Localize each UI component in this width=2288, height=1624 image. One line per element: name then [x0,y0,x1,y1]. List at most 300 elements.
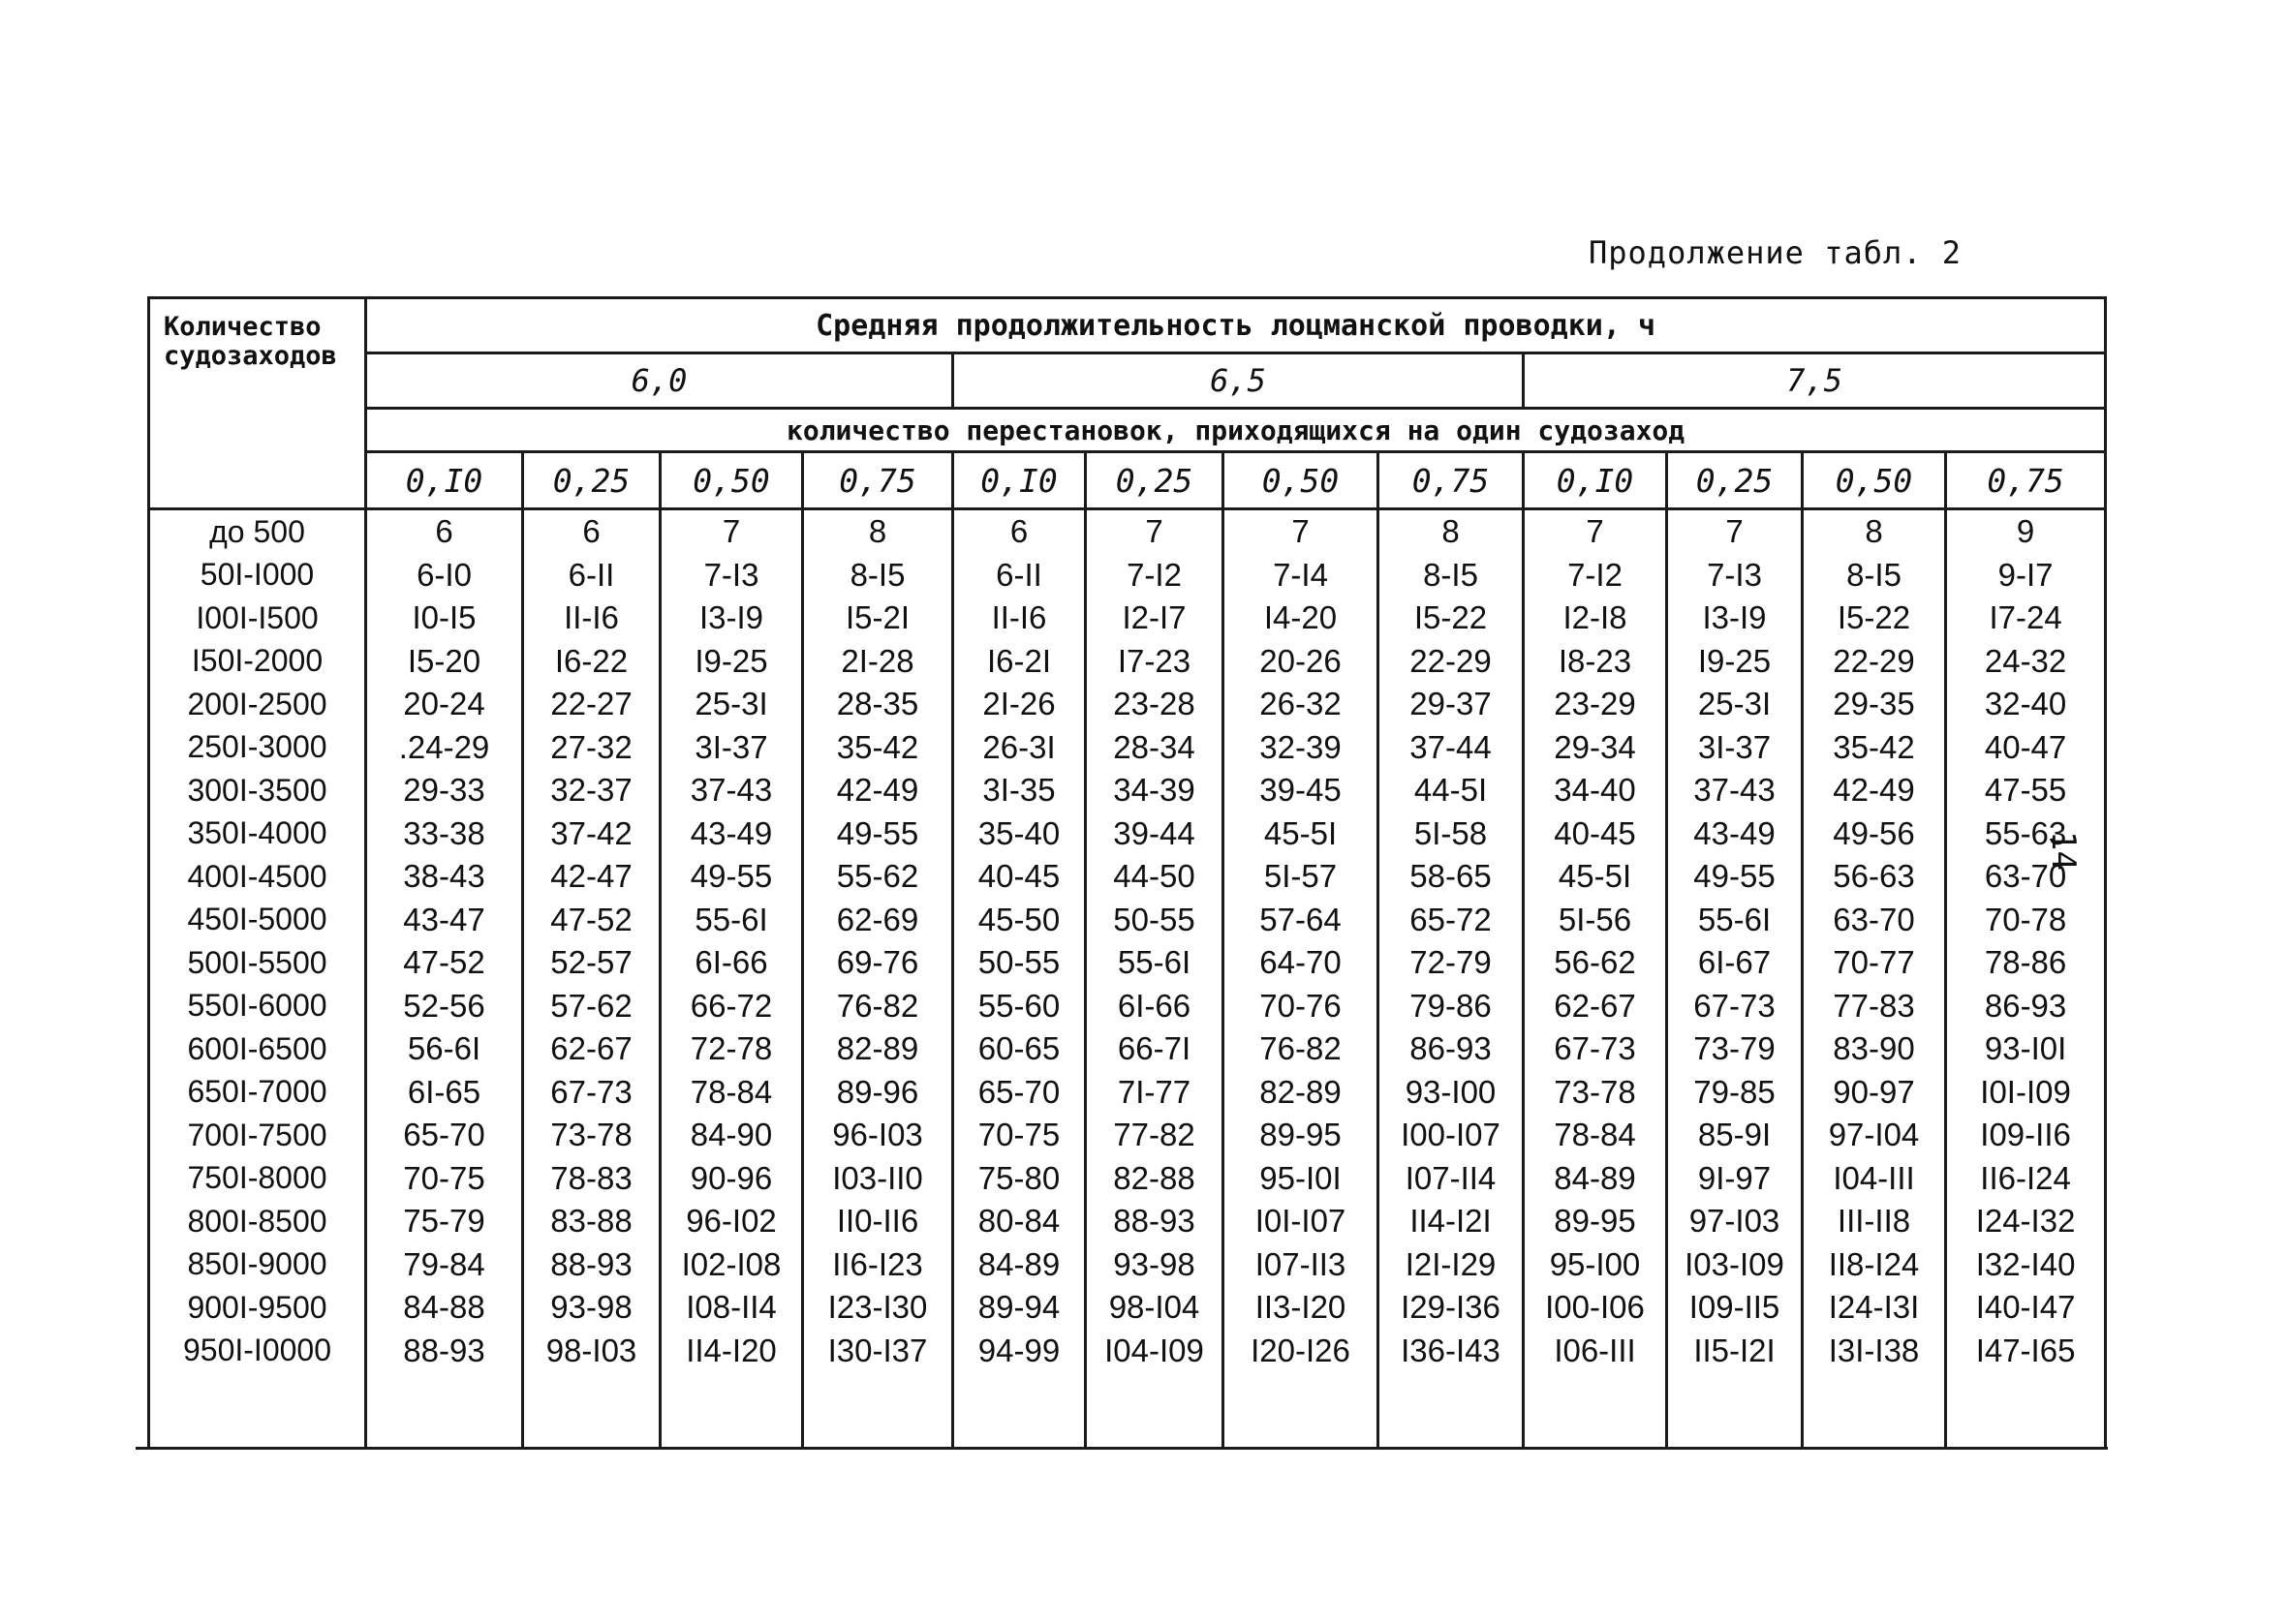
table-row [149,812,2106,856]
table-cell: 8 [803,509,953,554]
table-cell: 32-40 [1946,683,2106,726]
ratio-header-cell: 0,25 [1086,452,1223,509]
table-cell: 79-86 [1378,985,1524,1028]
table-cell: 55-6I [1086,941,1223,985]
table-cell: 22-29 [1378,640,1524,684]
table-cell: 96-I02 [661,1200,803,1243]
table-row [149,1157,2106,1201]
table-cell: 35-40 [953,812,1086,856]
table-cell: 65-72 [1378,899,1524,942]
table-cell: III-II8 [1803,1200,1946,1243]
ratio-header-cell: 0,75 [1378,452,1524,509]
row-label: 200I-2500 [149,683,366,726]
table-cell: 84-89 [1524,1157,1667,1201]
table-cell: 23-29 [1524,683,1667,726]
table-cell: 9-I7 [1946,554,2106,598]
table-cell: 25-3I [661,683,803,726]
table-cell: 3I-35 [953,769,1086,812]
table-row [149,941,2106,985]
table-cell: 55-62 [803,855,953,899]
ratio-header-cell: 0,I0 [366,452,523,509]
table-cell: 40-47 [1946,726,2106,770]
table-cell: 43-49 [1667,812,1803,856]
table-cell: 35-42 [803,726,953,770]
table-cell: 72-78 [661,1027,803,1071]
table-cell: 26-32 [1223,683,1378,726]
table-cell: 22-27 [523,683,661,726]
table-cell: 43-49 [661,812,803,856]
table-cell: 86-93 [1378,1027,1524,1071]
table-row [149,1286,2106,1330]
table-row [149,1027,2106,1071]
ratio-header-cell: 0,50 [661,452,803,509]
table-cell: 83-88 [523,1200,661,1243]
table-cell: 56-62 [1524,941,1667,985]
table-cell: 80-84 [953,1200,1086,1243]
table-cell: 82-88 [1086,1157,1223,1201]
table-cell: 70-75 [366,1157,523,1201]
table-cell: I3-I9 [661,597,803,640]
table-cell: I0I-I07 [1223,1200,1378,1243]
table-cell: 43-47 [366,899,523,942]
table-cell: 83-90 [1803,1027,1946,1071]
table-cell: 2I-26 [953,683,1086,726]
table-cell: I5-22 [1803,597,1946,640]
table-cell: 75-80 [953,1157,1086,1201]
table-row [149,769,2106,812]
filler-cell [953,1372,1086,1449]
table-row [149,1200,2106,1243]
filler-cell [523,1372,661,1449]
row-label: 950I-I0000 [149,1330,366,1373]
table-cell: 84-89 [953,1243,1086,1287]
table-cell: I00-I06 [1524,1286,1667,1330]
sub-header-cell: количество перестановок, приходящихся на один судозаход [366,409,2106,452]
table-cell: 66-72 [661,985,803,1028]
table-cell: 6I-66 [661,941,803,985]
row-label: 750I-8000 [149,1157,366,1201]
duration-header-row [149,353,2106,409]
table-cell: 62-67 [523,1027,661,1071]
table-cell: II3-I20 [1223,1286,1378,1330]
table-cell: I02-I08 [661,1243,803,1287]
table-cell: 7-I3 [661,554,803,598]
table-cell: 40-45 [953,855,1086,899]
table-cell: I7-24 [1946,597,2106,640]
table-cell: 49-56 [1803,812,1946,856]
table-cell: 49-55 [1667,855,1803,899]
table-cell: 82-89 [803,1027,953,1071]
filler-cell [661,1372,803,1449]
table-cell: 47-55 [1946,769,2106,812]
table-cell: 77-82 [1086,1114,1223,1157]
table-cell: 7 [661,509,803,554]
table-cell: 47-52 [523,899,661,942]
table-cell: 29-35 [1803,683,1946,726]
table-cell: II8-I24 [1803,1243,1946,1287]
table-cell: I6-22 [523,640,661,684]
table-cell: 93-I00 [1378,1071,1524,1115]
table-cell: 69-76 [803,941,953,985]
table-cell: I29-I36 [1378,1286,1524,1330]
table-cell: 6 [366,509,523,554]
row-label: 900I-9500 [149,1286,366,1330]
table-cell: 72-79 [1378,941,1524,985]
table-cell: I7-23 [1086,640,1223,684]
table-cell: 73-79 [1667,1027,1803,1071]
row-label: 500I-5500 [149,941,366,985]
table-row [149,985,2106,1028]
table-cell: 6 [523,509,661,554]
table-cell: 37-43 [1667,769,1803,812]
table-cell: 88-93 [523,1243,661,1287]
table-row [149,597,2106,640]
ratio-header-cell: 0,75 [803,452,953,509]
table-cell: 89-95 [1223,1114,1378,1157]
table-cell: 8-I5 [1378,554,1524,598]
table-cell: 73-78 [1524,1071,1667,1115]
table-cell: II6-I23 [803,1243,953,1287]
table-cell: 29-34 [1524,726,1667,770]
table-cell: 70-75 [953,1114,1086,1157]
table-cell: 90-97 [1803,1071,1946,1115]
row-label: 300I-3500 [149,769,366,812]
table-cell: 49-55 [661,855,803,899]
table-cell: II-I6 [523,597,661,640]
table-cell: 75-79 [366,1200,523,1243]
table-cell: 7 [1667,509,1803,554]
table-cell: 50-55 [1086,899,1223,942]
table-cell: 24-32 [1946,640,2106,684]
table-cell: 42-49 [803,769,953,812]
table-cell: 45-5I [1223,812,1378,856]
table-cell: 70-77 [1803,941,1946,985]
table-cell: 57-64 [1223,899,1378,942]
table-cell: 57-62 [523,985,661,1028]
table-cell: I5-20 [366,640,523,684]
table-cell: 33-38 [366,812,523,856]
table-cell: 84-88 [366,1286,523,1330]
table-cell: I4-20 [1223,597,1378,640]
table-cell: 50-55 [953,941,1086,985]
table-cell: 96-I03 [803,1114,953,1157]
table-cell: 94-99 [953,1330,1086,1373]
duration-header-cell: 7,5 [1524,353,2106,409]
table-cell: 37-43 [661,769,803,812]
table-cell: 97-I04 [1803,1114,1946,1157]
table-cell: .24-29 [366,726,523,770]
table-cell: 7-I4 [1223,554,1378,598]
table-cell: 98-I04 [1086,1286,1223,1330]
table-cell: 55-6I [1667,899,1803,942]
table-cell: 44-50 [1086,855,1223,899]
table-cell: 5I-58 [1378,812,1524,856]
row-label: I00I-I500 [149,597,366,640]
table-cell: I04-I09 [1086,1330,1223,1373]
row-header-cell: Количество судозаходов [149,298,366,509]
ratio-header-cell: 0,75 [1946,452,2106,509]
table-cell: 29-33 [366,769,523,812]
row-label: 50I-I000 [149,554,366,598]
table-cell: 93-I0I [1946,1027,2106,1071]
table-row [149,509,2106,554]
table-cell: 84-90 [661,1114,803,1157]
table-cell: II5-I2I [1667,1330,1803,1373]
table-cell: 8 [1803,509,1946,554]
table-cell: I5-22 [1378,597,1524,640]
table-cell: 98-I03 [523,1330,661,1373]
table-cell: 85-9I [1667,1114,1803,1157]
row-label: 600I-6500 [149,1027,366,1071]
table-cell: 76-82 [803,985,953,1028]
table-cell: 42-49 [1803,769,1946,812]
table-cell: II-I6 [953,597,1086,640]
table-cell: I3I-I38 [1803,1330,1946,1373]
table-cell: 78-84 [1524,1114,1667,1157]
table-cell: 78-83 [523,1157,661,1201]
table-cell: I09-II6 [1946,1114,2106,1157]
filler-cell [1667,1372,1803,1449]
table-cell: 8-I5 [803,554,953,598]
table-cell: 62-69 [803,899,953,942]
table-row [149,899,2106,942]
table-row [149,640,2106,684]
table-cell: 26-3I [953,726,1086,770]
table-cell: 95-I00 [1524,1243,1667,1287]
table-cell: 8 [1378,509,1524,554]
table-cell: 45-5I [1524,855,1667,899]
table-cell: 65-70 [953,1071,1086,1115]
table-row [149,683,2106,726]
table-cell: 88-93 [366,1330,523,1373]
table-cell: 86-93 [1946,985,2106,1028]
table-cell: 22-29 [1803,640,1946,684]
table-cell: 76-82 [1223,1027,1378,1071]
table-cell: I23-I30 [803,1286,953,1330]
table-cell: I9-25 [1667,640,1803,684]
row-label: 400I-4500 [149,855,366,899]
table-cell: I00-I07 [1378,1114,1524,1157]
row-label: 850I-9000 [149,1243,366,1287]
table-cell: 7-I2 [1086,554,1223,598]
table-cell: 67-73 [1667,985,1803,1028]
table-cell: 89-96 [803,1071,953,1115]
table-row [149,554,2106,598]
table-cell: 7 [1223,509,1378,554]
table-cell: I0I-I09 [1946,1071,2106,1115]
table-cell: 6I-67 [1667,941,1803,985]
table-cell: 73-78 [523,1114,661,1157]
table-cell: 7I-77 [1086,1071,1223,1115]
table-cell: 79-84 [366,1243,523,1287]
table-cell: 62-67 [1524,985,1667,1028]
table-cell: 89-95 [1524,1200,1667,1243]
table-cell: I6-2I [953,640,1086,684]
table-cell: I03-II0 [803,1157,953,1201]
table-cell: 6-II [953,554,1086,598]
table-cell: 29-37 [1378,683,1524,726]
table-cell: 55-63 [1946,812,2106,856]
table-cell: 20-24 [366,683,523,726]
row-label: 350I-4000 [149,812,366,856]
table-cell: 6-I0 [366,554,523,598]
table-cell: I24-I32 [1946,1200,2106,1243]
table-cell: 44-5I [1378,769,1524,812]
row-label: 800I-8500 [149,1200,366,1243]
table-cell: I2I-I29 [1378,1243,1524,1287]
table-cell: 32-39 [1223,726,1378,770]
table-cell: 37-44 [1378,726,1524,770]
table-cell: I0-I5 [366,597,523,640]
row-label: 450I-5000 [149,899,366,942]
table-cell: 6 [953,509,1086,554]
table-cell: I40-I47 [1946,1286,2106,1330]
page-number: 14 [2044,831,2083,871]
table-cell: I3-I9 [1667,597,1803,640]
table-cell: I08-II4 [661,1286,803,1330]
table-cell: 45-50 [953,899,1086,942]
table-cell: 34-39 [1086,769,1223,812]
table-cell: 95-I0I [1223,1157,1378,1201]
table-cell: 38-43 [366,855,523,899]
table-continuation-caption: Продолжение табл. 2 [1589,234,1963,271]
table-row [149,1071,2106,1115]
table-cell: 64-70 [1223,941,1378,985]
table-row [149,1114,2106,1157]
filler-cell [1223,1372,1378,1449]
table-cell: I20-I26 [1223,1330,1378,1373]
table-cell: 67-73 [1524,1027,1667,1071]
table-cell: 39-45 [1223,769,1378,812]
table-cell: II6-I24 [1946,1157,2106,1201]
table-cell: 70-76 [1223,985,1378,1028]
row-label: 550I-6000 [149,985,366,1028]
table-cell: 93-98 [1086,1243,1223,1287]
table-cell: I09-II5 [1667,1286,1803,1330]
table-cell: 93-98 [523,1286,661,1330]
table-cell: I36-I43 [1378,1330,1524,1373]
table-cell: 42-47 [523,855,661,899]
table-cell: I8-23 [1524,640,1667,684]
table-cell: I03-I09 [1667,1243,1803,1287]
ratio-header-row [149,452,2106,509]
table-cell: 7-I3 [1667,554,1803,598]
ratio-header-cell: 0,50 [1223,452,1378,509]
table-cell: I04-III [1803,1157,1946,1201]
table-cell: I06-III [1524,1330,1667,1373]
row-label: 650I-7000 [149,1071,366,1115]
data-table [147,296,2107,1449]
table-header [149,298,2106,509]
filler-cell [1378,1372,1524,1449]
table-cell: 3I-37 [661,726,803,770]
table-cell: 39-44 [1086,812,1223,856]
table-cell: 7-I2 [1524,554,1667,598]
table-cell: 56-6I [366,1027,523,1071]
row-label: I50I-2000 [149,640,366,684]
table-cell: 55-6I [661,899,803,942]
table-cell: II0-II6 [803,1200,953,1243]
filler-cell [803,1372,953,1449]
table-cell: 49-55 [803,812,953,856]
table-cell: I30-I37 [803,1330,953,1373]
table-cell: 60-65 [953,1027,1086,1071]
table-cell: 9 [1946,509,2106,554]
duration-header-cell: 6,0 [366,353,953,409]
table-cell: 34-40 [1524,769,1667,812]
table-cell: 2I-28 [803,640,953,684]
table-cell: I07-II3 [1223,1243,1378,1287]
table-cell: 63-70 [1946,855,2106,899]
table-body [149,509,2106,1450]
table-cell: 52-56 [366,985,523,1028]
table-cell: 6-II [523,554,661,598]
filler-cell [1524,1372,1667,1449]
table-cell: 78-86 [1946,941,2106,985]
row-label: 700I-7500 [149,1114,366,1157]
table-cell: I2-I8 [1524,597,1667,640]
table-cell: 40-45 [1524,812,1667,856]
table-cell: I9-25 [661,640,803,684]
table-filler-row [149,1372,2106,1449]
table-cell: 89-94 [953,1286,1086,1330]
table-cell: 55-60 [953,985,1086,1028]
table-cell: 97-I03 [1667,1200,1803,1243]
table-cell: I32-I40 [1946,1243,2106,1287]
table-cell: 5I-57 [1223,855,1378,899]
table-cell: 9I-97 [1667,1157,1803,1201]
table-cell: 32-37 [523,769,661,812]
filler-cell [149,1372,366,1449]
ratio-header-cell: 0,I0 [953,452,1086,509]
table-cell: 79-85 [1667,1071,1803,1115]
table-cell: I5-2I [803,597,953,640]
ratio-header-cell: 0,25 [523,452,661,509]
table-cell: 7 [1524,509,1667,554]
table-cell: 35-42 [1803,726,1946,770]
duration-header-cell: 6,5 [953,353,1524,409]
table-cell: 5I-56 [1524,899,1667,942]
table-cell: 23-28 [1086,683,1223,726]
table-cell: 47-52 [366,941,523,985]
table-row [149,1243,2106,1287]
table-cell: 90-96 [661,1157,803,1201]
table-cell: 82-89 [1223,1071,1378,1115]
ratio-header-cell: 0,25 [1667,452,1803,509]
ratio-header-cell: 0,I0 [1524,452,1667,509]
table-cell: I24-I3I [1803,1286,1946,1330]
table-cell: II4-I2I [1378,1200,1524,1243]
table-cell: 66-7I [1086,1027,1223,1071]
table-row [149,726,2106,770]
table-row [149,855,2106,899]
table-cell: 67-73 [523,1071,661,1115]
table-cell: 52-57 [523,941,661,985]
table-cell: 78-84 [661,1071,803,1115]
table-cell: 70-78 [1946,899,2106,942]
row-label: 250I-3000 [149,726,366,770]
row-label: до 500 [149,509,366,554]
table-cell: 7 [1086,509,1223,554]
table-cell: 56-63 [1803,855,1946,899]
table-cell: 25-3I [1667,683,1803,726]
filler-cell [366,1372,523,1449]
table-cell: 6I-65 [366,1071,523,1115]
table-cell: 65-70 [366,1114,523,1157]
table-bottom-rule [136,1447,2108,1450]
table-cell: 8-I5 [1803,554,1946,598]
table-cell: 77-83 [1803,985,1946,1028]
